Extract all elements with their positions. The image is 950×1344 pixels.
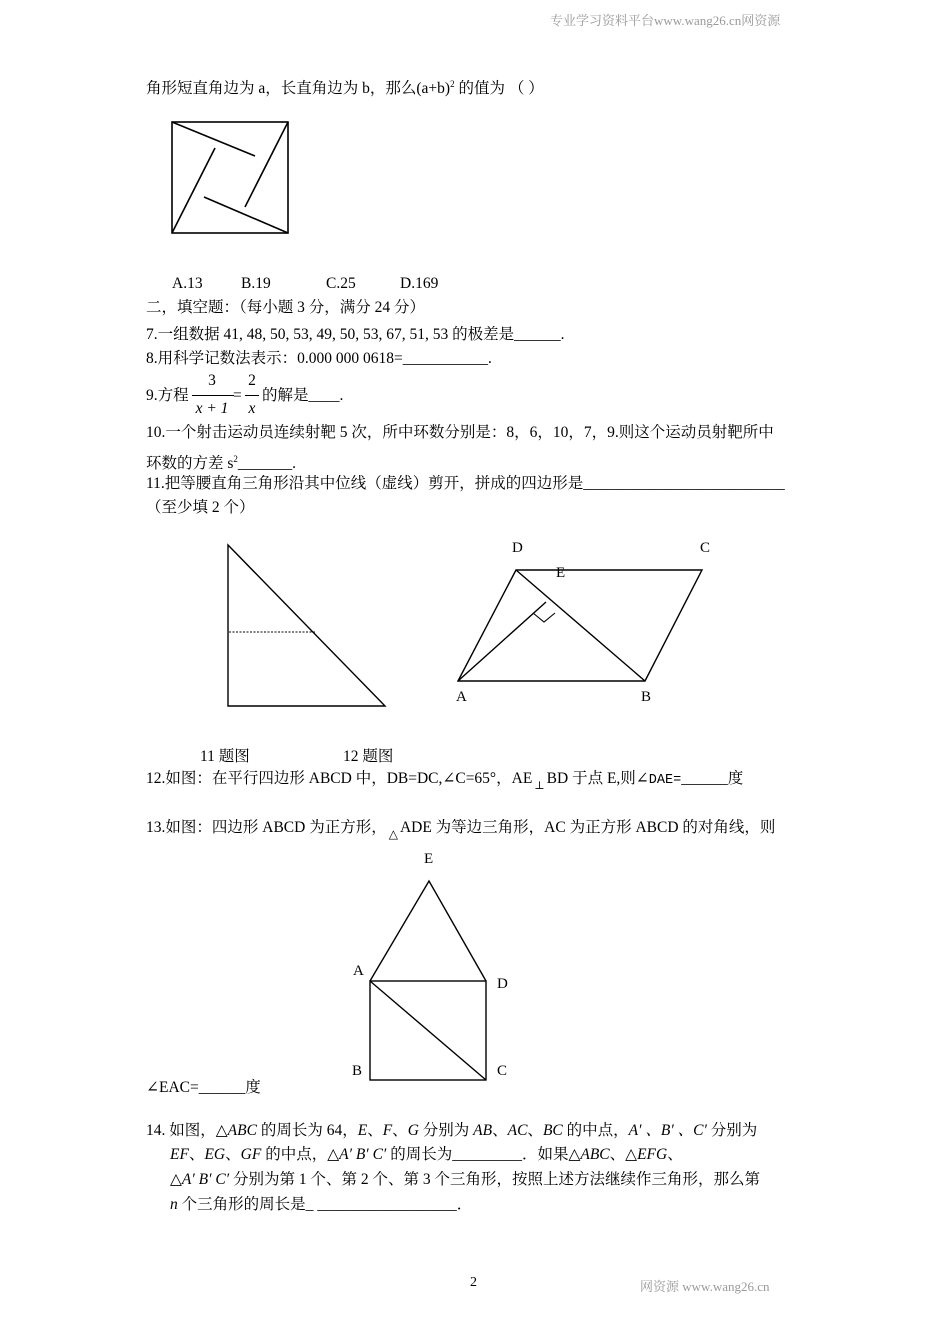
fig13-label-a: A [353, 963, 364, 979]
q14-l1b: ABC [227, 1122, 257, 1139]
q11-line2: （至少填 2 个） [146, 499, 255, 516]
q10-line1: 10.一个射击运动员连续射靶 5 次，所中环数分别是：8，6，10，7，9.则这个运动员射靶所中 [146, 424, 774, 441]
q14-l1f: F [382, 1122, 393, 1139]
q14-l2d: 、 [225, 1146, 241, 1163]
q14-l2k: EFG [637, 1146, 668, 1163]
fig13-label-d: D [497, 976, 508, 992]
q14-l1m: 、 [527, 1122, 543, 1139]
q11-line1: 11.把等腰直角三角形沿其中位线（虚线）剪开，拼成的四边形是__________________________ [146, 475, 785, 492]
q10-line2-a: 环数的方差 s [146, 455, 234, 472]
fig12-label-b: B [641, 689, 652, 705]
fig12-label-d: D [512, 540, 523, 556]
q14-l4b: 个三角形的周长是_ __________________． [177, 1196, 473, 1213]
q14-l2g: A′ B′ C′ [339, 1146, 387, 1163]
q14-l4a: n [170, 1196, 178, 1213]
fig12-caption: 12 题图 [343, 748, 394, 765]
fig13-label-e: E [424, 851, 434, 867]
q14-line3 [170, 1170, 760, 1190]
q9-equals: = [233, 387, 242, 404]
q9-prefix: 9.方程 [146, 387, 189, 404]
q6-tail: 的值为 （ ） [454, 80, 544, 97]
q7-text: 7.一组数据 41, 48, 50, 53, 49, 50, 53, 67, 51, 53 的极差是______. [146, 326, 565, 343]
fig13-label-c: C [497, 1063, 508, 1079]
q14-l2b: 、 [188, 1146, 205, 1163]
q14-l2i: ABC [580, 1146, 610, 1163]
q14-l2f: 的中点，△ [261, 1146, 340, 1163]
page-number: 2 [470, 1275, 477, 1290]
q14-l1n: BC [542, 1122, 563, 1139]
q12-c: DAE= [648, 773, 682, 788]
q14-line1 [146, 1121, 757, 1141]
header-watermark: 专业学习资料平台www.wang26.cn网资源 [550, 13, 781, 28]
q12-d: ______度 [681, 770, 744, 787]
q14-line2 [170, 1145, 683, 1165]
q8-text: 8.用科学记数法表示：0.000 000 0618=___________. [146, 350, 492, 367]
q13-a: 13.如图：四边形 ABCD 为正方形， [146, 819, 387, 836]
q12-b: BD 于点 E,则∠ [546, 770, 649, 787]
fig12-label-e: E [556, 565, 566, 581]
section2-title: 二，填空题：（每小题 3 分，满分 24 分） [146, 299, 426, 316]
fig12-label-a: A [456, 689, 467, 705]
q12-a: 12.如图：在平行四边形 ABCD 中，DB=DC,∠C=65°，AE [146, 770, 533, 787]
q14-l2a: EF [170, 1146, 189, 1163]
q14-l2l: 、 [667, 1146, 683, 1163]
q14-l1e: 、 [367, 1122, 383, 1139]
q14-l2c: EG [204, 1146, 226, 1163]
q14-l3a: △ [170, 1171, 182, 1188]
q10-line2-b: _______. [237, 455, 297, 472]
q6-option-b: B.19 [241, 275, 271, 292]
q14-l2h: 的周长为_________．如果△ [386, 1146, 581, 1163]
q14-l3b: A′ B′ C′ [181, 1171, 230, 1188]
q13-answer: ∠EAC=______度 [146, 1079, 261, 1096]
q14-l1i: 分别为 [418, 1122, 474, 1139]
q9-frac1-numerator: 3 [208, 372, 216, 389]
q13-tri: △ [388, 827, 398, 841]
q14-l1g: 、 [392, 1122, 408, 1139]
q14-l1p: A′ 、B′ 、C′ [628, 1122, 707, 1139]
q6-option-c: C.25 [326, 275, 356, 292]
q9-suffix: 的解是____. [262, 387, 344, 404]
q14-l1k: 、 [492, 1122, 508, 1139]
q9-frac2-denominator: x [248, 400, 256, 417]
q14-l1l: AC [507, 1122, 528, 1139]
fig13-label-b: B [352, 1063, 363, 1079]
q14-l2e: GF [240, 1146, 262, 1163]
q14-l2j: 、△ [609, 1146, 638, 1163]
fig12-label-c: C [700, 540, 711, 556]
q14-l1j: AB [473, 1122, 493, 1139]
q6-option-d: D.169 [400, 275, 439, 292]
q14-l1o: 的中点， [562, 1122, 629, 1139]
q9-frac2-numerator: 2 [248, 372, 256, 389]
q10-sup: 2 [233, 454, 238, 464]
q14-l3c: 分别为第 1 个、第 2 个、第 3 个三角形，按照上述方法继续作三角形，那么第 [229, 1171, 761, 1188]
q6-option-a: A.13 [172, 275, 203, 292]
q6-sup: 2 [450, 79, 455, 89]
footer-watermark: 网资源 www.wang26.cn [640, 1279, 770, 1294]
q14-l1d: E [357, 1122, 368, 1139]
q6-line: 角形短直角边为 a，长直角边为 b，那么(a+b) [146, 80, 451, 97]
fig11-caption: 11 题图 [200, 748, 250, 765]
q9-frac1-denominator: x + 1 [195, 400, 229, 417]
q14-l1q: 分别为 [706, 1122, 758, 1139]
q14-line4 [170, 1195, 472, 1215]
q14-l1a: 14. 如图，△ [146, 1122, 228, 1139]
q14-l1h: G [407, 1122, 419, 1139]
q12-perp: ⊥ [534, 780, 545, 792]
q13-b: ADE 为等边三角形，AC 为正方形 ABCD 的对角线，则 [399, 819, 776, 836]
q14-l1c: 的周长为 64， [256, 1122, 358, 1139]
